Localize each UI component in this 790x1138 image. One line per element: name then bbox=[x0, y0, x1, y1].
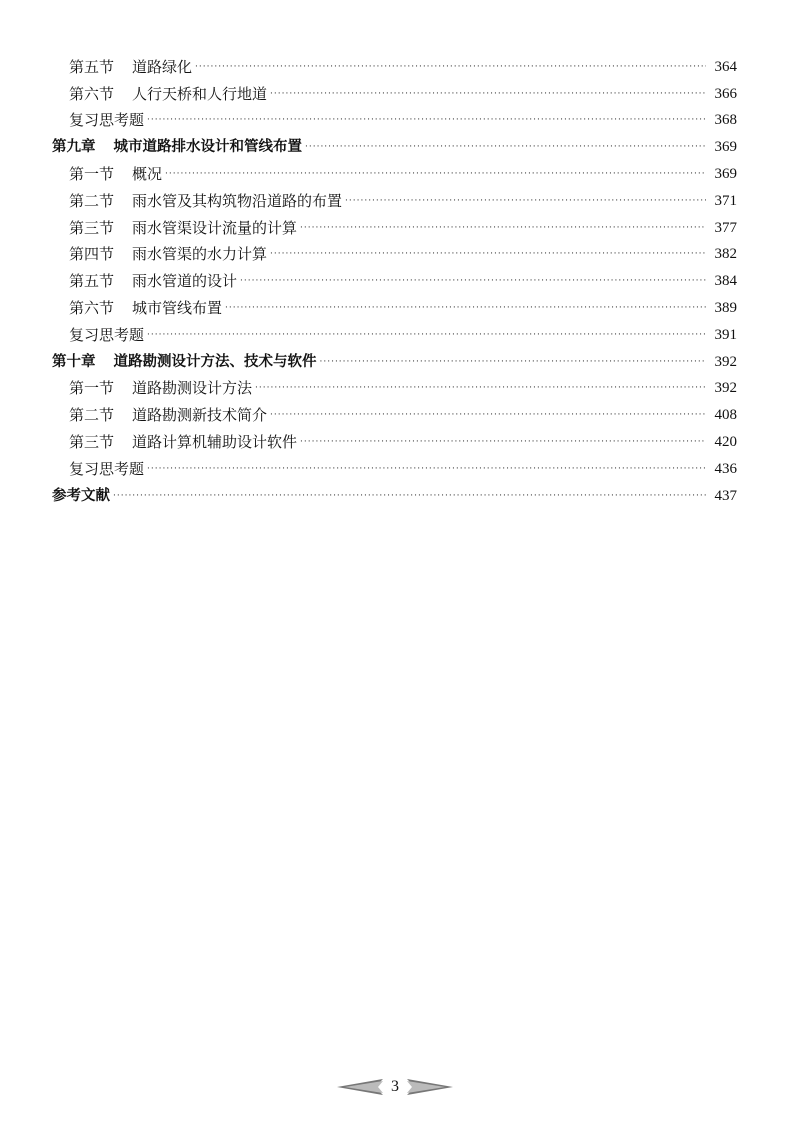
toc-entry-label bbox=[52, 137, 302, 157]
toc-entry-label bbox=[69, 57, 192, 77]
toc-section-entry[interactable] bbox=[52, 104, 737, 131]
toc-entry-title: 概况 bbox=[132, 164, 163, 183]
toc-section-entry[interactable] bbox=[52, 238, 737, 265]
toc-entry-title: 道路勘测设计方法、技术与软件 bbox=[113, 353, 317, 370]
toc-entry-label bbox=[69, 271, 237, 291]
toc-entry-label bbox=[69, 325, 144, 345]
toc-entry-label bbox=[69, 110, 144, 130]
toc-entry-label bbox=[69, 459, 144, 479]
toc-entry-number: 第十章 bbox=[52, 353, 96, 370]
toc-entry-label bbox=[69, 405, 267, 425]
toc-entry-number: 第六节 bbox=[69, 298, 115, 317]
toc-entry-page: 366 bbox=[714, 85, 737, 102]
toc-entry-number: 第五节 bbox=[69, 57, 115, 76]
dot-leader bbox=[320, 352, 707, 372]
toc-entry-label bbox=[52, 352, 317, 372]
dot-leader bbox=[113, 486, 706, 506]
toc-entry-number: 第二节 bbox=[69, 191, 115, 210]
toc-entry-title: 参考文献 bbox=[52, 487, 110, 504]
toc-entry-title: 道路绿化 bbox=[132, 57, 193, 76]
toc-entry-page: 368 bbox=[714, 112, 737, 129]
table-of-contents bbox=[52, 50, 737, 506]
toc-entry-page: 364 bbox=[714, 58, 737, 75]
toc-section-entry[interactable] bbox=[52, 77, 737, 104]
toc-entry-label bbox=[69, 191, 342, 211]
dot-leader bbox=[225, 298, 706, 318]
toc-entry-page: 420 bbox=[714, 433, 737, 450]
toc-entry-page: 377 bbox=[714, 219, 737, 236]
toc-entry-page: 371 bbox=[714, 192, 737, 209]
page-number: 3 bbox=[391, 1078, 399, 1095]
toc-entry-page: 382 bbox=[714, 246, 737, 263]
toc-entry-number: 第三节 bbox=[69, 218, 115, 237]
toc-chapter-entry[interactable] bbox=[52, 479, 737, 506]
toc-section-entry[interactable] bbox=[52, 157, 737, 184]
dot-leader bbox=[195, 57, 706, 77]
toc-chapter-entry[interactable] bbox=[52, 345, 737, 372]
toc-entry-label bbox=[69, 432, 297, 452]
toc-entry-label bbox=[69, 164, 162, 184]
toc-entry-page: 369 bbox=[714, 165, 737, 182]
toc-entry-page: 384 bbox=[714, 273, 737, 290]
toc-entry-title: 道路勘测新技术简介 bbox=[132, 406, 268, 425]
toc-entry-number: 第五节 bbox=[69, 272, 115, 291]
toc-entry-number: 第四节 bbox=[69, 245, 115, 264]
toc-entry-number: 第九章 bbox=[52, 139, 96, 156]
toc-entry-number: 第一节 bbox=[69, 379, 115, 398]
toc-section-entry[interactable] bbox=[52, 50, 737, 77]
toc-section-entry[interactable] bbox=[52, 452, 737, 479]
dot-leader bbox=[305, 137, 706, 157]
toc-section-entry[interactable] bbox=[52, 398, 737, 425]
toc-entry-page: 408 bbox=[714, 407, 737, 424]
toc-entry-page: 369 bbox=[714, 139, 737, 156]
dot-leader bbox=[147, 325, 706, 345]
toc-section-entry[interactable] bbox=[52, 211, 737, 238]
toc-entry-title: 城市管线布置 bbox=[132, 298, 223, 317]
dot-leader bbox=[270, 244, 706, 264]
toc-entry-title: 雨水管及其构筑物沿道路的布置 bbox=[132, 191, 343, 210]
toc-entry-title: 道路计算机辅助设计软件 bbox=[132, 432, 298, 451]
toc-section-entry[interactable] bbox=[52, 372, 737, 399]
dot-leader bbox=[165, 164, 706, 184]
toc-entry-label bbox=[69, 378, 252, 398]
toc-entry-page: 436 bbox=[714, 460, 737, 477]
toc-entry-title: 雨水管渠的水力计算 bbox=[132, 245, 268, 264]
dot-leader bbox=[270, 405, 706, 425]
toc-entry-number: 第二节 bbox=[69, 406, 115, 425]
toc-entry-page: 437 bbox=[714, 487, 737, 504]
toc-entry-page: 392 bbox=[714, 380, 737, 397]
page-footer bbox=[0, 1074, 790, 1100]
toc-entry-page: 392 bbox=[714, 353, 737, 370]
dot-leader bbox=[147, 459, 706, 479]
toc-entry-title: 人行天桥和人行地道 bbox=[132, 84, 268, 103]
toc-entry-title: 复习思考题 bbox=[69, 111, 145, 130]
dot-leader bbox=[300, 432, 706, 452]
right-arrow-icon bbox=[407, 1078, 453, 1096]
toc-entry-label bbox=[52, 486, 110, 506]
dot-leader bbox=[147, 110, 706, 130]
toc-entry-title: 道路勘测设计方法 bbox=[132, 379, 253, 398]
toc-entry-number: 第六节 bbox=[69, 84, 115, 103]
dot-leader bbox=[240, 271, 706, 291]
toc-entry-title: 城市道路排水设计和管线布置 bbox=[113, 139, 302, 156]
toc-entry-title: 复习思考题 bbox=[69, 325, 145, 344]
toc-entry-title: 雨水管道的设计 bbox=[132, 272, 238, 291]
dot-leader bbox=[255, 378, 706, 398]
dot-leader bbox=[345, 191, 706, 211]
toc-section-entry[interactable] bbox=[52, 264, 737, 291]
toc-entry-label bbox=[69, 244, 267, 264]
left-arrow-icon bbox=[337, 1078, 383, 1096]
toc-section-entry[interactable] bbox=[52, 425, 737, 452]
dot-leader bbox=[300, 218, 706, 238]
toc-section-entry[interactable] bbox=[52, 291, 737, 318]
toc-entry-label bbox=[69, 218, 297, 238]
toc-entry-label bbox=[69, 84, 267, 104]
toc-entry-title: 复习思考题 bbox=[69, 459, 145, 478]
toc-entry-page: 391 bbox=[714, 326, 737, 343]
toc-entry-number: 第三节 bbox=[69, 432, 115, 451]
toc-entry-title: 雨水管渠设计流量的计算 bbox=[132, 218, 298, 237]
toc-section-entry[interactable] bbox=[52, 184, 737, 211]
dot-leader bbox=[270, 84, 706, 104]
toc-entry-number: 第一节 bbox=[69, 164, 115, 183]
toc-chapter-entry[interactable] bbox=[52, 130, 737, 157]
toc-entry-label bbox=[69, 298, 222, 318]
toc-section-entry[interactable] bbox=[52, 318, 737, 345]
toc-entry-page: 389 bbox=[714, 299, 737, 316]
